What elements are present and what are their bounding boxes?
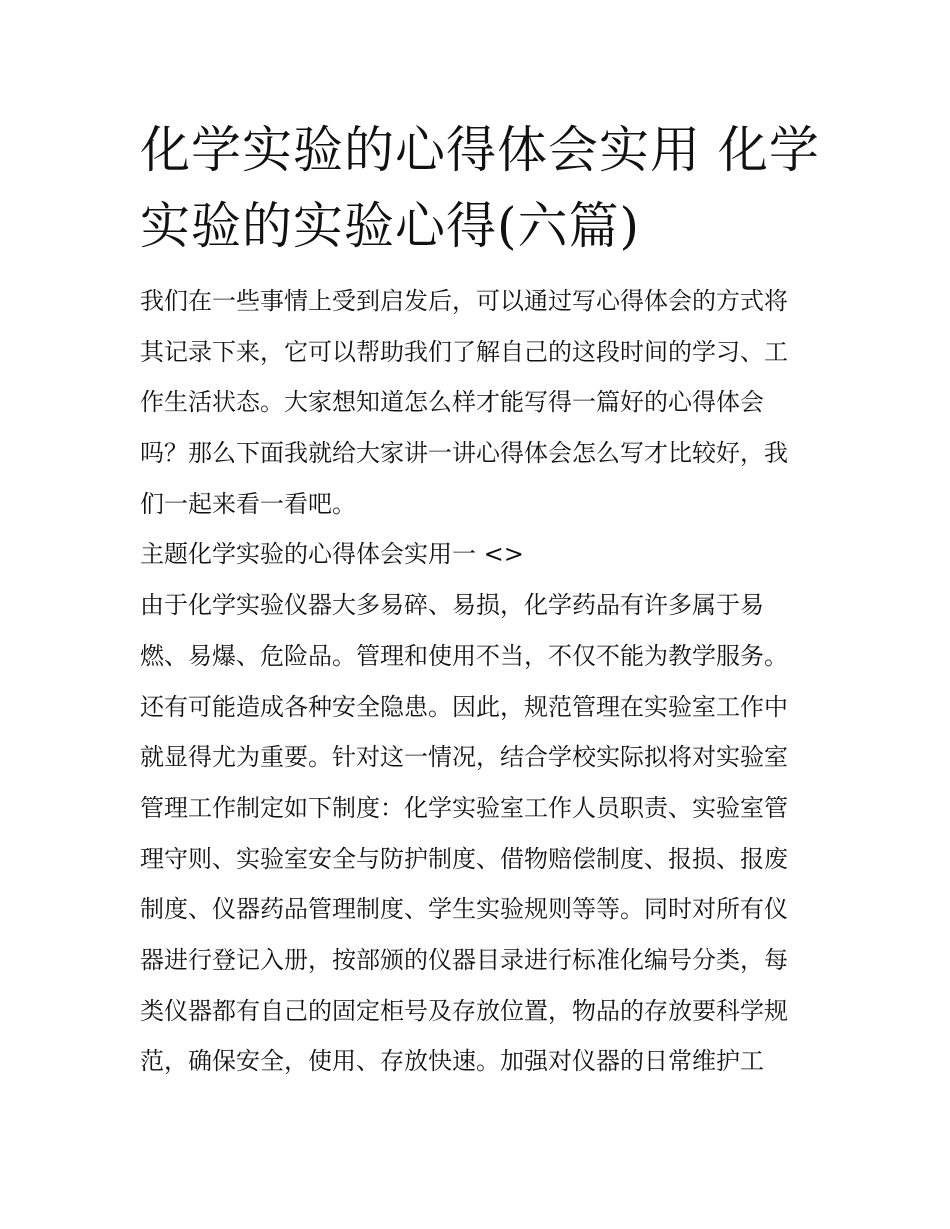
- intro-line: 们一起来看一看吧。: [140, 489, 356, 518]
- section-line: 就显得尤为重要。针对这一情况，结合学校实际拟将对实验室: [140, 743, 788, 772]
- section-line: 还有可能造成各种安全隐患。因此，规范管理在实验室工作中: [140, 692, 788, 721]
- intro-line: 其记录下来，它可以帮助我们了解自己的这段时间的学习、工: [140, 337, 788, 366]
- section-paragraph: [140, 580, 820, 1087]
- intro-line: 我们在一些事情上受到启发后，可以通过写心得体会的方式将: [140, 287, 788, 315]
- intro-line: 吗？那么下面我就给大家讲一讲心得体会怎么写才比较好，我: [140, 439, 788, 468]
- intro-paragraph: [140, 276, 820, 529]
- section-line: 管理工作制定如下制度：化学实验室工作人员职责、实验室管: [140, 793, 788, 822]
- section-line: 由于化学实验仪器大多易碎、易损，化学药品有许多属于易: [140, 591, 764, 620]
- section-line: 器进行登记入册，按部颁的仪器目录进行标准化编号分类，每: [140, 945, 788, 974]
- title-line-2: 实验的实验心得(六篇): [140, 197, 641, 255]
- section-line: 理守则、实验室安全与防护制度、借物赔偿制度、报损、报废: [140, 844, 788, 873]
- document-title: [140, 112, 820, 264]
- section-line: 类仪器都有自己的固定柜号及存放位置，物品的存放要科学规: [140, 996, 788, 1025]
- document-body: [140, 276, 820, 1087]
- title-line-1: 化学实验的心得体会实用 化学: [140, 121, 820, 179]
- section-line: 范，确保安全，使用、存放快速。加强对仪器的日常维护工: [140, 1047, 764, 1076]
- section-line: 制度、仪器药品管理制度、学生实验规则等等。同时对所有仪: [140, 895, 788, 924]
- section-heading: 主题化学实验的心得体会实用一 <>: [140, 540, 524, 569]
- section-line: 燃、易爆、危险品。管理和使用不当，不仅不能为教学服务。: [140, 641, 788, 670]
- intro-line: 作生活状态。大家想知道怎么样才能写得一篇好的心得体会: [140, 388, 764, 417]
